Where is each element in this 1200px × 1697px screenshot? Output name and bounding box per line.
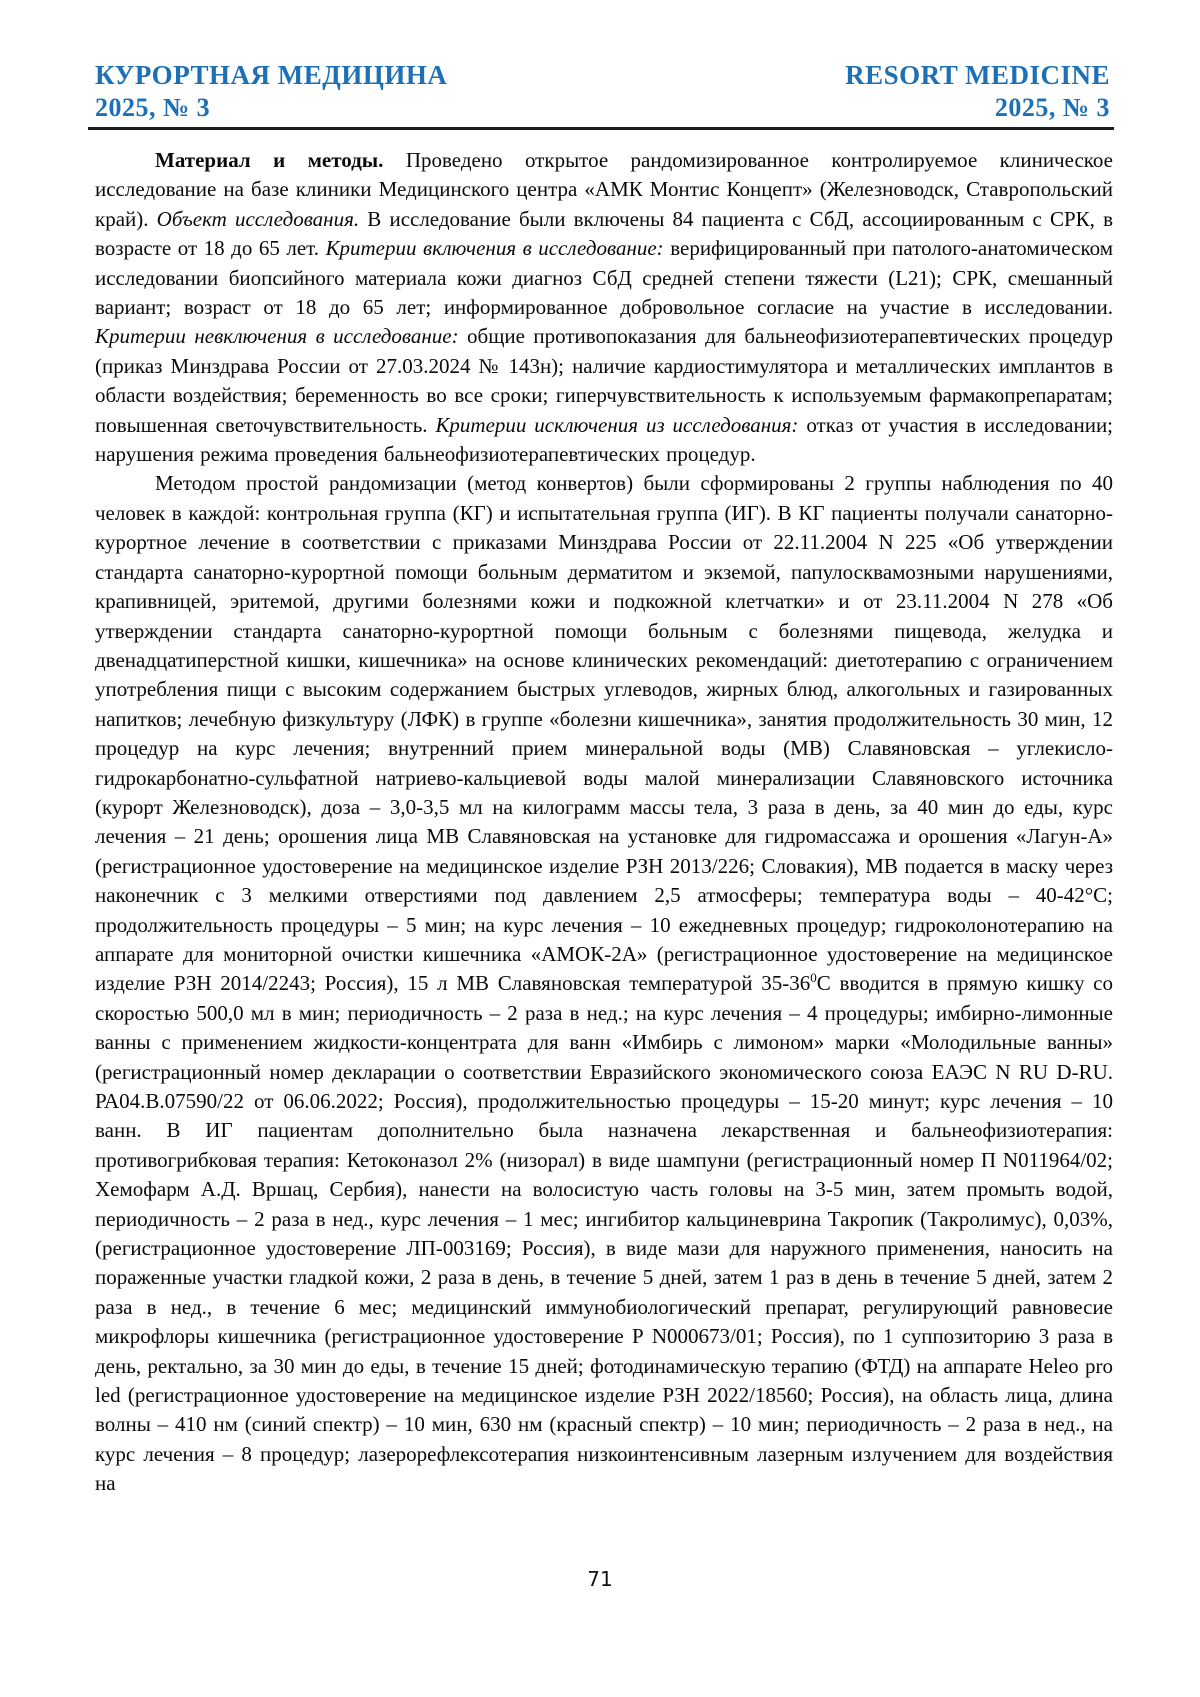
text-run-normal: Методом простой рандомизации (метод конвертов) были сформированы 2 группы наблюдения по 40 человек в каждой: контрольная группа (КГ) и испытательная группа (ИГ). В КГ пациенты получали санаторно-курортное лечение в соответствии с приказами Минздрава России от 22.11.2004 N 225 «Об утверждении стандарта санаторно-курортной помощи больным дерматитом и экземой, папулосквамозными нарушениями, крапивницей, эритемой, другими болезнями кожи и подкожной клетчатки» и от 23.11.2004 N 278 «Об утверждении стандарта санаторно-курортной помощи больным с болезнями пищевода, желудка и двенадцатиперстной кишки, кишечника» на основе клинических рекомендаций: диетотерапию с ограничением употребления пищи с высоким содержанием быстрых углеводов, жирных блюд, алкогольных и газированных напитков; лечебную физкультуру (ЛФК) в группе «болезни кишечника», занятия продолжительность 30 мин, 12 процедур на курс лечения; внутренний прием минеральной воды (МВ) Славяновская – углекисло-гидрокарбонатно-сульфатной натриево-кальциевой воды малой минерализации Славяновского источника (курорт Железноводск), доза – 3,0-3,5 мл на килограмм массы тела, 3 раза в день, за 40 мин до еды, курс лечения – 21 день; орошения лица МВ Славяновская на установке для гидромассажа и орошения «Лагун-А» (регистрационное удостоверение на медицинское изделие РЗН 2013/226; Словакия), МВ подается в маску через наконечник с 3 мелкими отверстиями под давлением 2,5 атмосферы; температура воды – 40-42°С; продолжительность процедуры – 5 мин; на курс лечения – 10 ежедневных процедур; гидроколонотерапию на аппарате для мониторной очистки кишечника «АМОК-2А» (регистрационное удостоверение на медицинское изделие РЗН 2014/2243; Россия), 15 л МВ Славяновская температурой 35-36 [95,471,1113,996]
paragraph-randomization [95,469,1113,1498]
page-number: 71 [587,1567,613,1591]
page-header [95,58,1110,124]
header-left-block [95,58,447,124]
header-right-block [845,58,1110,124]
journal-title-ru: КУРОРТНАЯ МЕДИЦИНА [95,60,448,90]
text-run-italic: Объект исследования. [156,206,360,231]
text-run-normal: отказ от участия в исследовании; нарушения режима проведения бальнеофизиотерапевтических процедур. [95,412,1113,467]
text-run-bold: Материал и методы. [155,148,406,172]
text-run-normal: С вводится в прямую кишку со скоростью 500,0 мл в мин; периодичность – 2 раза в нед.; на курс лечения – 4 процедуры; имбирно-лимонные ванны с применением жидкости-концентрата для ванн «Имбирь с лимоном» марки «Молодильные ванны» (регистрационный номер декларации о соответствии Евразийского экономического союза ЕАЭС N RU D-RU. РА04.В.07590/22 от 06.06.2022; Россия), продолжительностью процедуры – 15-20 минут; курс лечения – 10 ванн. В ИГ пациентам дополнительно была назначена лекарственная и бальнеофизиотерапия: противогрибковая терапия: Кетоконазол 2% (низорал) в виде шампуни (регистрационный номер П N011964/02; Хемофарм А.Д. Вршац, Сербия), нанести на волосистую часть головы на 3-5 мин, затем промыть водой, периодичность – 2 раза в нед., курс лечения – 1 мес; ингибитор кальциневрина Такропик (Такролимус), 0,03%, (регистрационное удостоверение ЛП-003169; Россия), в виде мази для наружного применения, наносить на пораженные участки гладкой кожи, 2 раза в день, в течение 5 дней, затем 1 раз в день в течение 5 дней, затем 2 раза в нед., в течение 6 мес; медицинский иммунобиологический препарат, регулирующий равновесие микрофлоры кишечника (регистрационное удостоверение Р N000673/01; Россия), по 1 суппозиторию 3 раза в день, ректально, за 30 мин до еды, в течение 15 дней; фотодинамическую терапию (ФТД) на аппарате Heleo pro led (регистрационное удостоверение на медицинское изделие РЗН 2022/18560; Россия), на область лица, длина волны – 410 нм (синий спектр) – 10 мин, 630 нм (красный спектр) – 10 мин; периодичность – 2 раза в нед., на курс лечения – 8 процедур; лазерорефлексотерапия низкоинтенсивным лазерным излучением для воздействия на [95,971,1113,1496]
paragraph-material-methods [95,146,1113,469]
journal-title-en: RESORT MEDICINE [845,60,1110,90]
text-run-italic: Критерии невключения в исследование: [95,324,459,349]
text-run-italic: Критерии исключения из исследования: [435,412,799,437]
text-run-normal: Проведено открытое рандомизированное контролируемое клиническое исследование на базе клиники Медицинского центра «АМК Монтис Концепт» (Железноводск, Ставропольский край). [95,148,1113,231]
text-run-normal: В исследование были включены 84 пациента с СбД, ассоциированным с СРК, в возрасте от 18 до 65 лет. [95,206,1113,261]
text-run-normal: общие противопоказания для бальнеофизиотерапевтических процедур (приказ Минздрава России от 27.03.2024 № 143н); наличие кардиостимулятора и металлических имплантов в области воздействия; беременность во все сроки; гиперчувствительность к используемым фармакопрепаратам; повышенная светочувствительность. [95,324,1113,437]
article-body [95,146,1113,1566]
header-divider [88,127,1114,130]
journal-issue-ru: 2025, № 3 [95,93,211,122]
text-run-sup: 0 [810,970,817,986]
text-run-normal: верифицированный при патолого-анатомическом исследовании биопсийного материала кожи диагноз СбД средней степени тяжести (L21); СРК, смешанный вариант; возраст от 18 до 65 лет; информированное добровольное согласие на участие в исследовании. [95,236,1113,320]
text-run-italic: Критерии включения в исследование: [325,236,664,261]
journal-issue-en: 2025, № 3 [994,93,1110,122]
